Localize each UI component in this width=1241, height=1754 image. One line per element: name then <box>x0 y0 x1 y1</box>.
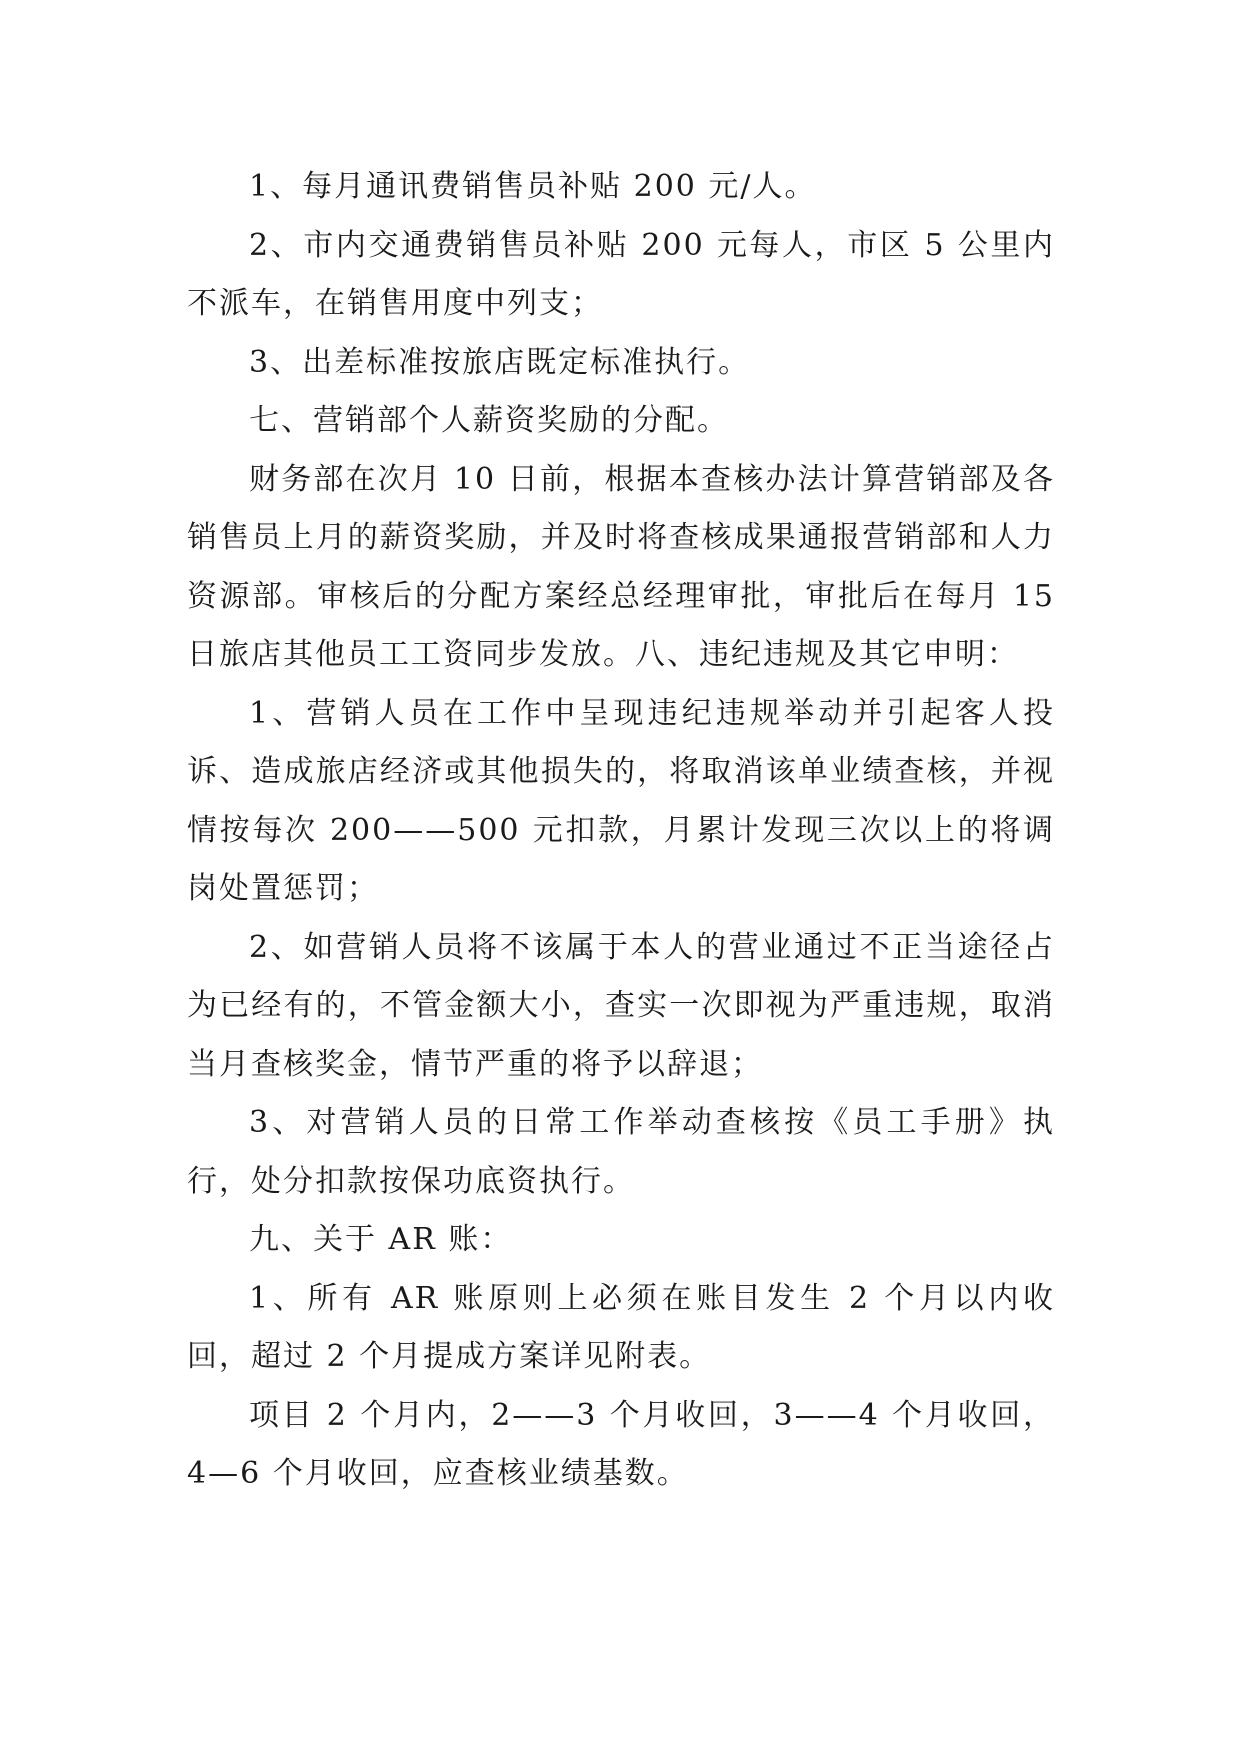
paragraph-violation-complaint: 1、营销人员在工作中呈现违纪违规举动并引起客人投诉、造成旅店经济或其他损失的，将取消该单业绩查核，并视情按每次 200——500 元扣款，月累计发现三次以上的将调岗处置惩罚； <box>187 695 1055 906</box>
paragraph-ar-collection-rule: 1、所有 AR 账原则上必须在账目发生 2 个月以内收回，超过 2 个月提成方案详见附表。 <box>187 1280 1055 1374</box>
paragraph-transport-allowance: 2、市内交通费销售员补贴 200 元每人，市区 5 公里内不派车，在销售用度中列支； <box>187 227 1055 321</box>
paragraph-ar-collection-periods: 项目 2 个月内，2——3 个月收回，3——4 个月收回，4—6 个月收回，应查核业绩基数。 <box>187 1397 1055 1491</box>
paragraph-communication-allowance: 1、每月通讯费销售员补贴 200 元/人。 <box>249 169 817 204</box>
paragraph-daily-conduct: 3、对营销人员的日常工作举动查核按《员工手册》执行，处分扣款按保功底资执行。 <box>187 1105 1055 1199</box>
paragraph-violation-improper-business: 2、如营销人员将不该属于本人的营业通过不正当途径占为已经有的，不管金额大小，查实一次即视为严重违规，取消当月查核奖金，情节严重的将予以辞退； <box>187 929 1055 1082</box>
section-heading-salary-distribution: 七、营销部个人薪资奖励的分配。 <box>249 403 729 438</box>
paragraph-finance-calculation: 财务部在次月 10 日前，根据本查核办法计算营销部及各销售员上月的薪资奖励，并及时将查核成果通报营销部和人力资源部。审核后的分配方案经总经理审批，审批后在每月 15 日旅店其他员工工资同步发放。八、违纪违规及其它申明： <box>187 461 1055 672</box>
section-heading-ar-accounts: 九、关于 AR 账： <box>249 1222 513 1257</box>
document-body <box>187 158 1055 1504</box>
paragraph-travel-standard: 3、出差标准按旅店既定标准执行。 <box>249 344 751 380</box>
